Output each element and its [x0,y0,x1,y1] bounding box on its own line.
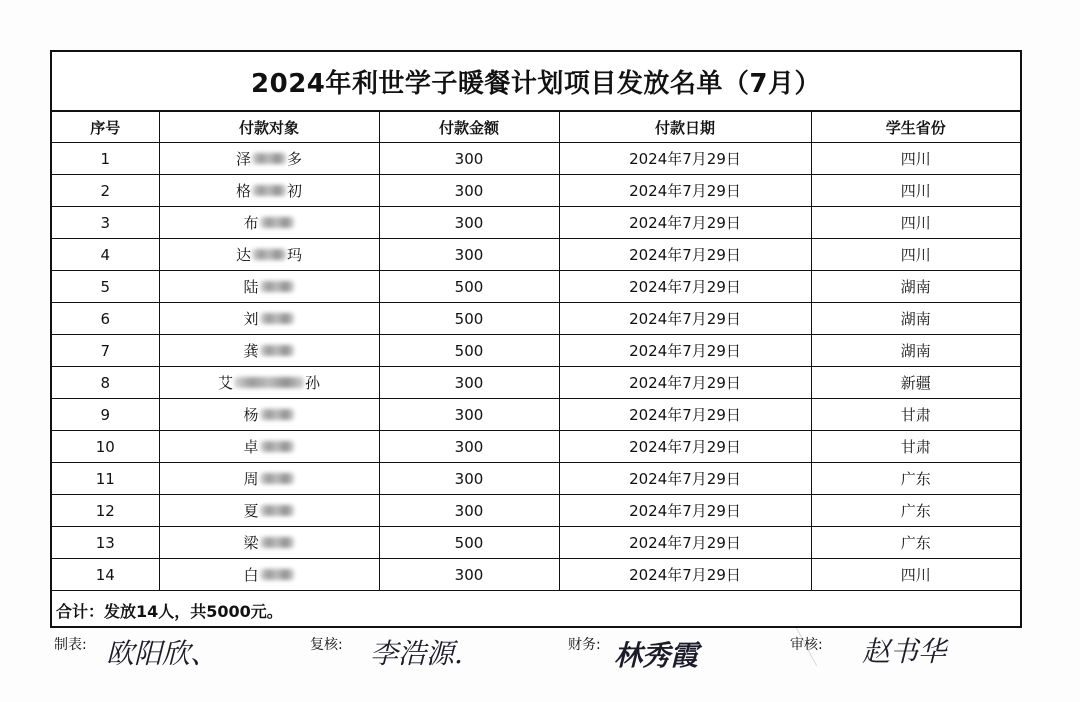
payee-name-visible-end: 多 [287,150,303,168]
row-index: 7 [52,335,159,367]
payee-name [159,175,379,207]
payment-date: 2024年7月29日 [559,207,811,239]
redaction-blur [260,217,294,228]
redaction-blur [260,569,294,580]
redaction-blur [252,153,286,164]
table-row [52,559,1020,591]
row-index: 14 [52,559,159,591]
payment-table [52,111,1020,591]
student-province: 新疆 [811,367,1020,399]
header-index: 序号 [52,112,159,143]
header-date: 付款日期 [559,112,811,143]
payment-amount: 500 [379,303,559,335]
payee-name [159,335,379,367]
payee-name-visible-end: 初 [287,182,303,200]
signature-area [54,628,1014,684]
table-row [52,239,1020,271]
payee-name [159,463,379,495]
student-province: 广东 [811,495,1020,527]
redaction-blur [260,441,294,452]
payee-name [159,431,379,463]
document-title: 2024年利世学子暖餐计划项目发放名单（7月） [52,52,1020,111]
row-index: 12 [52,495,159,527]
payment-amount: 300 [379,431,559,463]
payee-name-visible-start: 刘 [243,310,259,328]
row-index: 1 [52,143,159,175]
table-row [52,207,1020,239]
table-row [52,367,1020,399]
table-row [52,335,1020,367]
payee-name-visible-start: 杨 [243,406,259,424]
payee-name [159,367,379,399]
table-row [52,175,1020,207]
payee-name [159,399,379,431]
maker-signature: 欧阳欣、 [106,637,219,670]
row-index: 2 [52,175,159,207]
student-province: 湖南 [811,335,1020,367]
payment-date: 2024年7月29日 [559,463,811,495]
payee-name-visible-start: 艾 [217,374,233,392]
student-province: 四川 [811,207,1020,239]
audit-label: 审核: [790,637,823,653]
student-province: 四川 [811,239,1020,271]
payee-name [159,239,379,271]
table-row [52,463,1020,495]
header-province: 学生省份 [811,112,1020,143]
payment-list-document [50,50,1022,628]
payment-amount: 300 [379,207,559,239]
payment-amount: 500 [379,335,559,367]
redaction-blur [260,473,294,484]
student-province: 广东 [811,527,1020,559]
table-row [52,527,1020,559]
payment-amount: 500 [379,527,559,559]
payment-amount: 300 [379,143,559,175]
row-index: 13 [52,527,159,559]
student-province: 甘肃 [811,399,1020,431]
row-index: 11 [52,463,159,495]
payment-amount: 300 [379,495,559,527]
payment-amount: 300 [379,399,559,431]
payment-date: 2024年7月29日 [559,367,811,399]
payee-name [159,527,379,559]
payment-amount: 300 [379,559,559,591]
payment-date: 2024年7月29日 [559,431,811,463]
table-row [52,271,1020,303]
student-province: 甘肃 [811,431,1020,463]
row-index: 4 [52,239,159,271]
row-index: 8 [52,367,159,399]
payment-amount: 500 [379,271,559,303]
payment-amount: 300 [379,367,559,399]
payee-name-visible-start: 龚 [243,342,259,360]
header-amount: 付款金额 [379,112,559,143]
finance-label: 财务: [568,637,601,653]
payee-name-visible-start: 泽 [235,150,251,168]
student-province: 四川 [811,143,1020,175]
payment-date: 2024年7月29日 [559,527,811,559]
payee-name [159,143,379,175]
table-row [52,399,1020,431]
payee-name [159,271,379,303]
payment-amount: 300 [379,175,559,207]
student-province: 四川 [811,559,1020,591]
row-index: 3 [52,207,159,239]
student-province: 广东 [811,463,1020,495]
payee-name-visible-end: 孙 [305,374,321,392]
payee-name-visible-start: 梁 [243,534,259,552]
payee-name-visible-start: 卓 [243,438,259,456]
payment-date: 2024年7月29日 [559,303,811,335]
payee-name [159,207,379,239]
redaction-blur [252,185,286,196]
payee-name-visible-start: 布 [243,214,259,232]
review-signature: 李浩源. [370,637,463,670]
payee-name [159,559,379,591]
row-index: 6 [52,303,159,335]
redaction-blur [260,537,294,548]
payment-date: 2024年7月29日 [559,559,811,591]
row-index: 10 [52,431,159,463]
redaction-blur [260,313,294,324]
payee-name-visible-start: 周 [243,470,259,488]
redaction-blur [252,249,286,260]
payment-date: 2024年7月29日 [559,143,811,175]
table-row [52,143,1020,175]
payee-name-visible-start: 陆 [243,278,259,296]
payee-name-visible-end: 玛 [287,246,303,264]
student-province: 湖南 [811,303,1020,335]
table-row [52,431,1020,463]
payment-date: 2024年7月29日 [559,335,811,367]
payee-name [159,303,379,335]
table-row [52,495,1020,527]
redaction-blur [260,505,294,516]
payee-name-visible-start: 白 [243,566,259,584]
header-payee: 付款对象 [159,112,379,143]
table-header-row [52,112,1020,143]
payment-date: 2024年7月29日 [559,239,811,271]
payee-name-visible-start: 夏 [243,502,259,520]
summary-total: 合计：发放14人，共5000元。 [56,601,283,621]
student-province: 四川 [811,175,1020,207]
redaction-blur [260,281,294,292]
finance-signature: 林秀霞 [614,639,699,672]
payment-date: 2024年7月29日 [559,399,811,431]
redaction-blur [234,377,304,388]
payee-name [159,495,379,527]
payment-amount: 300 [379,463,559,495]
row-index: 9 [52,399,159,431]
maker-label: 制表: [54,637,87,653]
redaction-blur [260,345,294,356]
student-province: 湖南 [811,271,1020,303]
audit-signature: 赵书华 [862,635,947,668]
row-index: 5 [52,271,159,303]
payment-amount: 300 [379,239,559,271]
payment-date: 2024年7月29日 [559,271,811,303]
payee-name-visible-start: 格 [235,182,251,200]
table-row [52,303,1020,335]
payee-name-visible-start: 达 [235,246,251,264]
review-label: 复核: [310,637,343,653]
redaction-blur [260,409,294,420]
payment-date: 2024年7月29日 [559,495,811,527]
payment-date: 2024年7月29日 [559,175,811,207]
